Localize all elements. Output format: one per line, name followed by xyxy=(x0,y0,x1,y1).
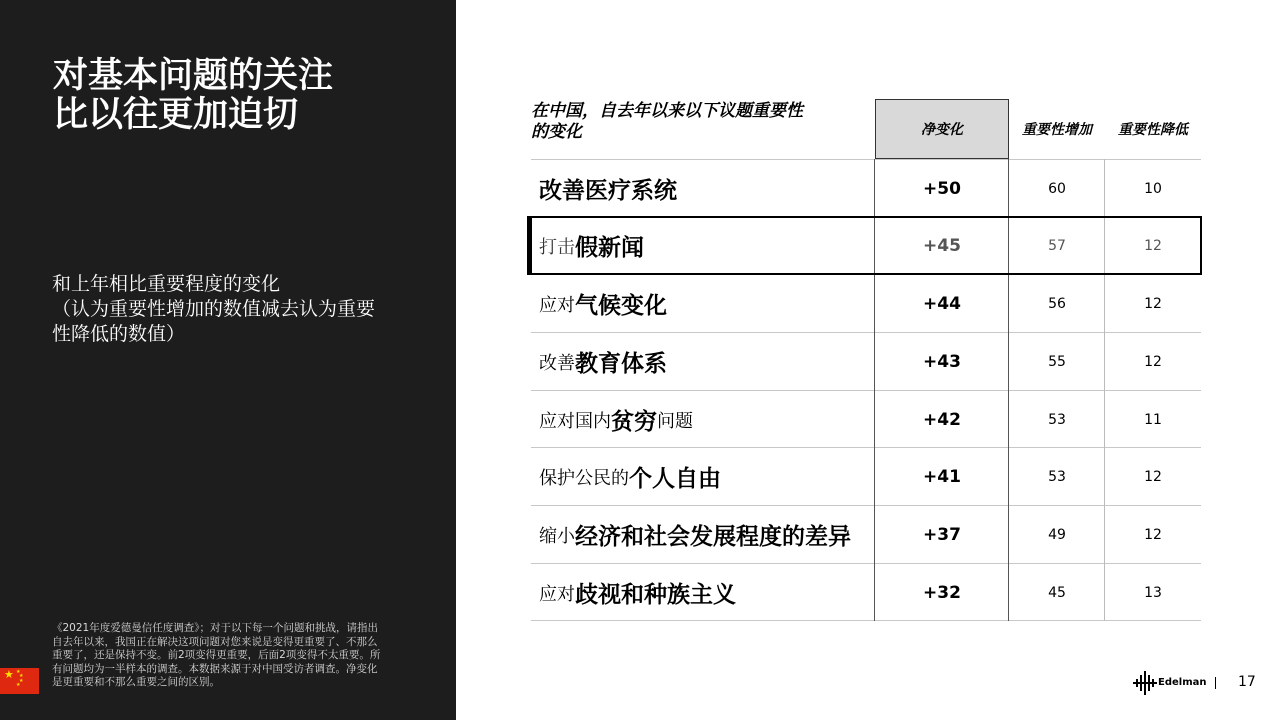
net-change-value: +37 xyxy=(923,524,961,545)
flag-star-icon: ★ xyxy=(19,673,24,679)
decrease-value: 11 xyxy=(1144,411,1162,428)
increase-value: 55 xyxy=(1048,353,1066,370)
increase-value: 57 xyxy=(1048,237,1066,254)
table-row xyxy=(531,448,1201,505)
increase-value: 45 xyxy=(1048,584,1066,601)
issue-label-prefix: 保护公民的 xyxy=(539,467,629,489)
issue-label-prefix: 缩小 xyxy=(539,525,575,547)
table-row xyxy=(531,564,1201,621)
footnote-line: 是更重要和不那么重要之间的区别。 xyxy=(52,676,220,688)
flag-star-icon: ★ xyxy=(4,668,14,681)
footnote-line: 自去年以来，我国正在解决这项问题对您来说是变得更重要了、不那么 xyxy=(52,635,378,648)
decrease-value: 12 xyxy=(1144,237,1162,254)
net-change-value: +44 xyxy=(923,293,961,314)
flag-star-icon: ★ xyxy=(16,682,21,688)
brand-name: Edelman xyxy=(1158,677,1207,688)
issue-label-prefix: 打击 xyxy=(539,236,575,258)
decrease-value: 12 xyxy=(1144,468,1162,485)
table-row xyxy=(531,217,1201,274)
page-number: 17 xyxy=(1238,674,1256,690)
net-change-column-header: 净变化 xyxy=(921,122,963,138)
decrease-value: 13 xyxy=(1144,584,1162,601)
issue-label-prefix: 应对国内 xyxy=(539,410,611,432)
net-change-value: +50 xyxy=(923,178,961,199)
issue-label-bold: 气候变化 xyxy=(575,293,667,319)
decrease-value: 12 xyxy=(1144,295,1162,312)
flag-star-icon: ★ xyxy=(19,678,24,684)
decrease-column-header: 重要性降低 xyxy=(1118,122,1188,138)
decrease-value: 10 xyxy=(1144,180,1162,197)
table-row xyxy=(531,391,1201,448)
increase-value: 53 xyxy=(1048,468,1066,485)
increase-value: 49 xyxy=(1048,526,1066,543)
issue-label-suffix: 问题 xyxy=(657,410,693,432)
edelman-logo xyxy=(1131,669,1207,697)
issue-label xyxy=(539,448,721,505)
issue-label-bold: 歧视和种族主义 xyxy=(575,582,736,608)
issue-label xyxy=(539,217,644,274)
issue-label-bold: 贫穷 xyxy=(611,409,657,435)
issue-label-prefix: 改善 xyxy=(539,352,575,374)
issue-label-bold: 个人自由 xyxy=(629,466,721,492)
issue-label-bold: 经济和社会发展程度的差异 xyxy=(575,524,851,550)
decrease-value: 12 xyxy=(1144,526,1162,543)
slide-title xyxy=(53,57,443,135)
issue-label xyxy=(539,391,693,448)
issue-label xyxy=(539,564,736,621)
table-row xyxy=(531,275,1201,332)
footer-separator xyxy=(1215,677,1216,689)
subtitle-line: 和上年相比重要程度的变化 xyxy=(52,273,281,295)
increase-column-header: 重要性增加 xyxy=(1022,122,1092,138)
decrease-value: 12 xyxy=(1144,353,1162,370)
issue-label-prefix: 应对 xyxy=(539,583,575,605)
china-flag-icon xyxy=(0,668,39,694)
issue-label xyxy=(539,506,851,563)
footnote-line: 重要了，还是保持不变。前2项变得更重要，后面2项变得不太重要。所 xyxy=(52,649,381,661)
increase-value: 56 xyxy=(1048,295,1066,312)
issue-label-bold: 教育体系 xyxy=(575,351,667,377)
net-change-value: +42 xyxy=(923,409,961,430)
issue-label-bold: 改善医疗系统 xyxy=(539,178,677,204)
slide-title-line: 比以往更加迫切 xyxy=(53,95,299,135)
issue-label xyxy=(539,333,667,390)
table-row xyxy=(531,160,1201,217)
increase-value: 53 xyxy=(1048,411,1066,428)
table-row xyxy=(531,333,1201,390)
table-row xyxy=(531,506,1201,563)
net-change-value: +45 xyxy=(923,235,961,256)
footnote-line: 有问题均为一半样本的调查。本数据来源于对中国受访者调查。净变化 xyxy=(52,662,378,675)
issue-label-bold: 假新闻 xyxy=(575,235,644,261)
increase-value: 60 xyxy=(1048,180,1066,197)
net-change-value: +41 xyxy=(923,466,961,487)
table-heading xyxy=(531,101,851,143)
issue-label xyxy=(539,275,667,332)
table-heading-line: 在中国，自去年以来以下议题重要性 xyxy=(531,101,803,121)
slide-title-line: 对基本问题的关注 xyxy=(53,56,334,96)
net-change-value: +43 xyxy=(923,351,961,372)
footnote xyxy=(52,622,442,690)
issue-label xyxy=(539,160,677,217)
flag-star-icon: ★ xyxy=(16,669,21,675)
slide-subtitle xyxy=(52,272,432,347)
edelman-logo-icon xyxy=(1131,669,1159,697)
subtitle-line: （认为重要性增加的数值减去认为重要 xyxy=(52,298,376,320)
left-panel xyxy=(0,0,456,720)
net-change-value: +32 xyxy=(923,582,961,603)
table-heading-line: 的变化 xyxy=(531,122,582,142)
subtitle-line: 性降低的数值） xyxy=(52,323,186,345)
issue-label-prefix: 应对 xyxy=(539,294,575,316)
footnote-line: 《2021年度爱德曼信任度调查》；对于以下每一个问题和挑战，请指出 xyxy=(52,622,378,634)
